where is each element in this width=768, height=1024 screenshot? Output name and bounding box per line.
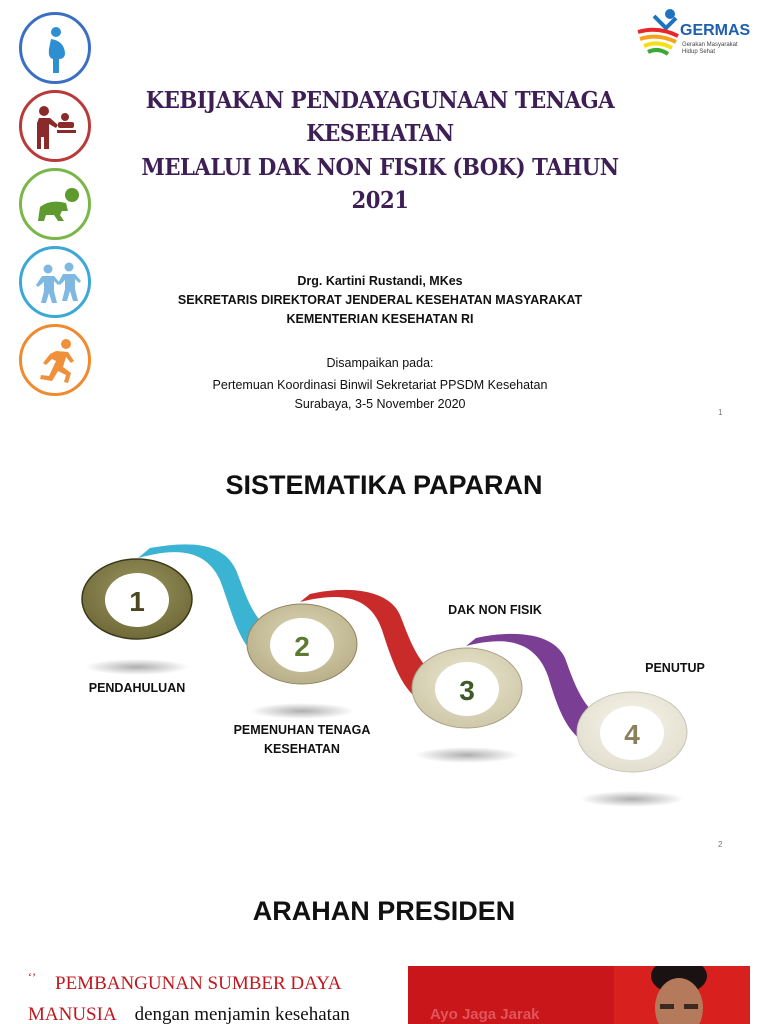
author-block	[130, 272, 630, 329]
president-photo	[408, 966, 750, 1024]
step-number-1: 1	[129, 586, 145, 617]
germas-tagline-2: Hidup Sehat	[682, 49, 716, 55]
shadow-1	[85, 659, 189, 675]
germas-logo	[636, 6, 752, 62]
event-name: Pertemuan Koordinasi Binwil Sekretariat PPSDM Kesehatan	[212, 378, 548, 392]
photo-caption: Ayo Jaga Jarak	[430, 1006, 540, 1023]
event-block	[130, 354, 630, 414]
president-portrait-icon	[634, 966, 724, 1024]
event-place-date: Surabaya, 3-5 November 2020	[294, 397, 466, 411]
step-label-3: DAK NON FISIK	[448, 603, 542, 617]
shadow-3	[415, 747, 519, 763]
quote-red-2: MANUSIA	[28, 1004, 116, 1024]
shadow-4	[580, 791, 684, 807]
step-number-3: 3	[459, 675, 475, 706]
step-number-4: 4	[624, 719, 640, 750]
step-label-2-line-1: PEMENUHAN TENAGA	[233, 723, 371, 737]
quote-mark: ‘’	[28, 970, 36, 984]
agenda-ribbon-diagram	[0, 430, 768, 860]
crawling-baby-icon	[19, 168, 91, 240]
germas-logo-text: GERMAS	[680, 22, 751, 39]
slide-title	[0, 0, 768, 430]
step-label-2-line-2: KESEHATAN	[264, 742, 340, 756]
germas-tagline-1: Gerakan Masyarakat	[682, 42, 738, 48]
title-line-1: KEBIJAKAN PENDAYAGUNAAN TENAGA KESEHATAN	[145, 87, 615, 148]
quote-red-1: PEMBANGUNAN SUMBER DAYA	[55, 973, 342, 994]
step-label-1: PENDAHULUAN	[88, 681, 186, 695]
slide-president-directive	[0, 860, 768, 1024]
step-label-2	[212, 721, 392, 759]
author-ministry: KEMENTERIAN KESEHATAN RI	[286, 312, 474, 326]
germas-emblem-icon	[636, 6, 684, 60]
step-number-2: 2	[294, 631, 310, 662]
pregnant-woman-icon	[19, 12, 91, 84]
title-line-2: MELALUI DAK NON FISIK (BOK) TAHUN 2021	[141, 153, 619, 215]
presentation-title	[122, 84, 637, 217]
directive-heading: ARAHAN PRESIDEN	[252, 896, 516, 926]
author-name: Drg. Kartini Rustandi, MKes	[297, 274, 463, 288]
agenda-heading: SISTEMATIKA PAPARAN	[225, 470, 543, 500]
shadow-2	[250, 703, 354, 719]
president-quote	[28, 968, 394, 1024]
mother-baby-icon	[19, 90, 91, 162]
page-number: 2	[718, 840, 723, 849]
children-icon	[19, 246, 91, 318]
quote-dark: dengan menjamin kesehatan	[134, 1004, 350, 1024]
running-person-icon	[19, 324, 91, 396]
step-label-4: PENUTUP	[645, 661, 705, 675]
page-number: 1	[718, 408, 723, 417]
presented-at-label: Disampaikan pada:	[326, 356, 434, 370]
slide-agenda	[0, 430, 768, 860]
author-position: SEKRETARIS DIREKTORAT JENDERAL KESEHATAN MASYARAKAT	[177, 293, 583, 307]
